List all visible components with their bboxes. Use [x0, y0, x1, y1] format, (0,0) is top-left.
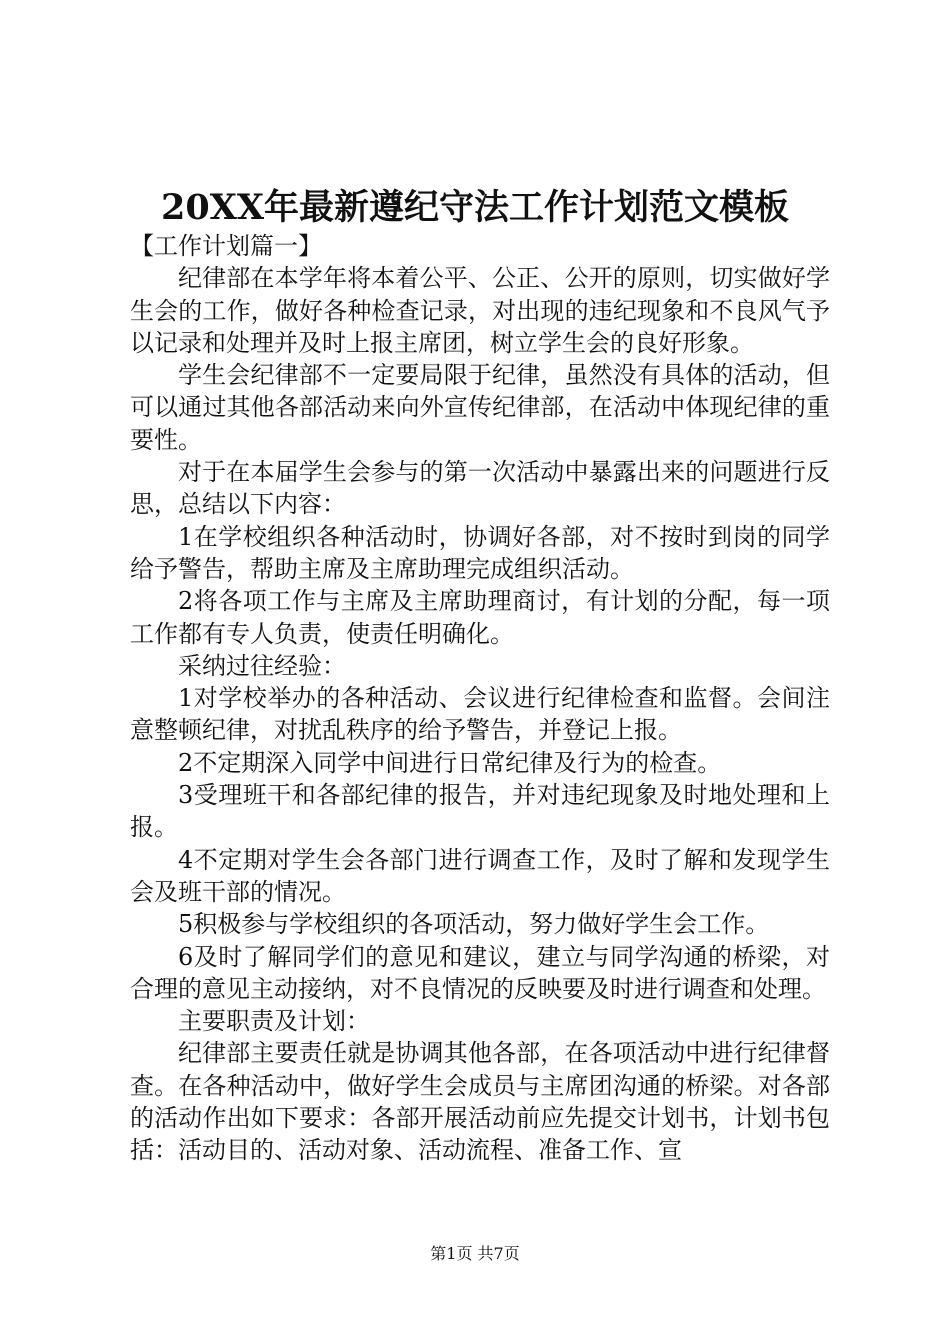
page-footer: 第1页 共7页: [430, 1244, 520, 1263]
document-title: 20XX年最新遵纪守法工作计划范文模板: [160, 187, 790, 228]
document-body: [130, 230, 830, 1167]
paragraph: 纪律部在本学年将本着公平、公正、公开的原则，切实做好学生会的工作，做好各种检查记录，对出现的违纪现象和不良风气予以记录和处理并及时上报主席团，树立学生会的良好形象。: [130, 264, 830, 357]
paragraph: 纪律部主要责任就是协调其他各部，在各项活动中进行纪律督查。在各种活动中，做好学生会成员与主席团沟通的桥梁。对各部的活动作出如下要求：各部开展活动前应先提交计划书，计划书包括：活动目的、活动对象、活动流程、准备工作、宣: [130, 1039, 830, 1165]
paragraph: 对于在本届学生会参与的第一次活动中暴露出来的问题进行反思，总结以下内容：: [130, 458, 830, 519]
list-item: 2将各项工作与主席及主席助理商讨，有计划的分配，每一项工作都有专人负责，使责任明确化。: [130, 587, 830, 648]
paragraph: 主要职责及计划：: [178, 1007, 370, 1036]
list-item: 4不定期对学生会各部门进行调查工作，及时了解和发现学生会及班干部的情况。: [130, 845, 830, 906]
list-item: 3受理班干和各部纪律的报告，并对违纪现象及时地处理和上报。: [130, 781, 830, 842]
paragraph: 采纳过往经验：: [178, 651, 346, 680]
list-item: 5积极参与学校组织的各项活动，努力做好学生会工作。: [178, 910, 770, 939]
list-item: 6及时了解同学们的意见和建议，建立与同学沟通的桥梁，对合理的意见主动接纳，对不良情况的反映要及时进行调查和处理。: [130, 942, 830, 1003]
list-item: 1对学校举办的各种活动、会议进行纪律检查和监督。会间注意整顿纪律，对扰乱秩序的给予警告，并登记上报。: [130, 684, 830, 745]
list-item: 1在学校组织各种活动时，协调好各部，对不按时到岗的同学给予警告，帮助主席及主席助理完成组织活动。: [130, 522, 830, 583]
list-item: 2不定期深入同学中间进行日常纪律及行为的检查。: [178, 748, 722, 777]
paragraph: 学生会纪律部不一定要局限于纪律，虽然没有具体的活动，但可以通过其他各部活动来向外宣传纪律部，在活动中体现纪律的重要性。: [130, 361, 830, 454]
section-heading: 【工作计划篇一】: [130, 232, 322, 260]
